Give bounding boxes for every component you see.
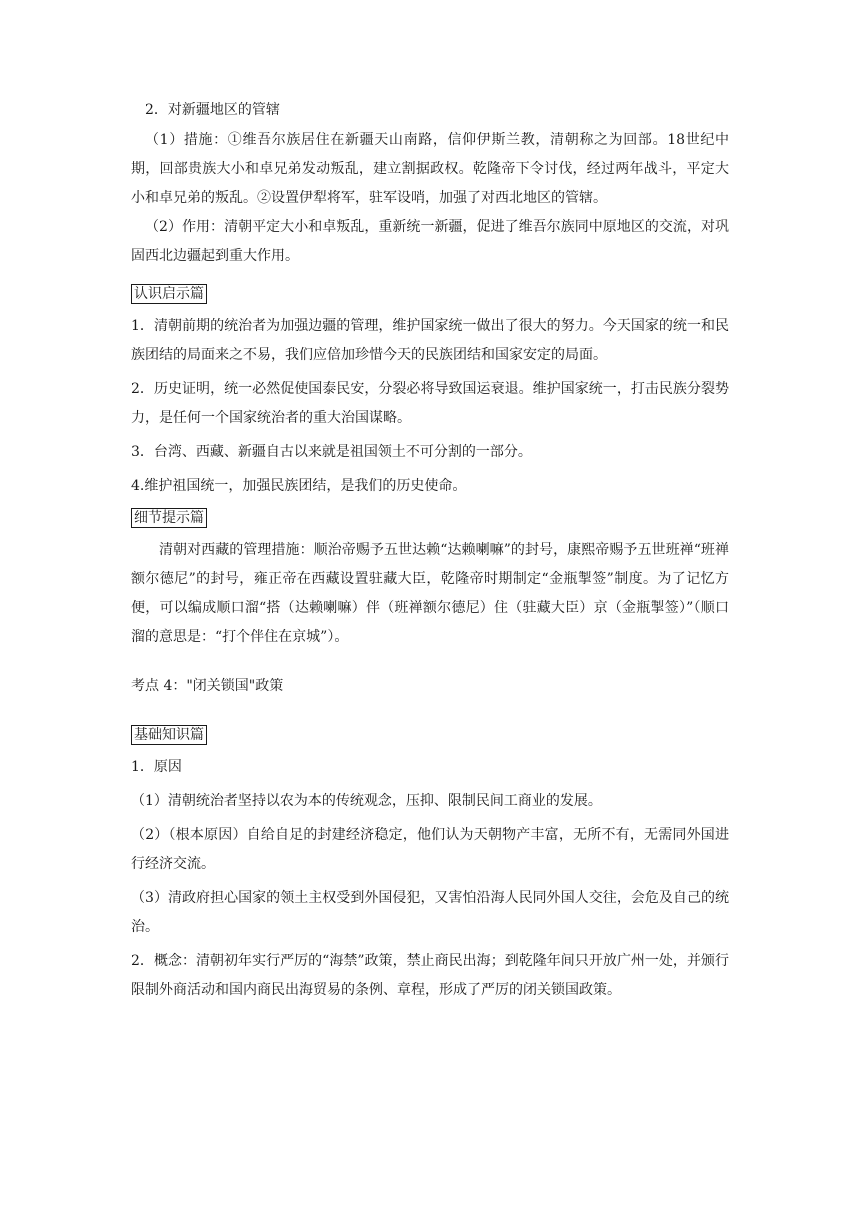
- cause-heading: 1．原因: [131, 759, 182, 775]
- cause-item-2: （2）（根本原因）自给自足的封建经济稳定，他们认为天朝物产丰富，无所不有，无需同外国进行经济交流。: [131, 827, 729, 872]
- document-page: [131, 0, 729, 1005]
- concept-text: 2．概念：清朝初年实行严厉的“海禁”政策，禁止商民出海；到乾隆年间只开放广州一处，并颁行限制外商活动和国内商民出海贸易的条例、章程，形成了严厉的闭关锁国政策。: [131, 953, 729, 998]
- insight-item-4: 4.维护祖国统一，加强民族团结，是我们的历史使命。: [131, 478, 467, 494]
- xinjiang-heading: 2．对新疆地区的管辖: [145, 102, 280, 118]
- basic-section-label: 基础知识篇: [131, 725, 207, 745]
- insight-item-2: 2．历史证明，统一必然促使国泰民安，分裂必将导致国运衰退。维护国家统一，打击民族分裂势力，是任何一个国家统治者的重大治国谋略。: [131, 381, 729, 426]
- cause-item-3: （3）清政府担心国家的领土主权受到外国侵犯，又害怕沿海人民同外国人交往，会危及自己的统治。: [131, 890, 729, 935]
- xinjiang-effect: （2）作用：清朝平定大小和卓叛乱，重新统一新疆，促进了维吾尔族同中原地区的交流，对巩固西北边疆起到重大作用。: [131, 219, 729, 264]
- xinjiang-measures: （1）措施：①维吾尔族居住在新疆天山南路，信仰伊斯兰教，清朝称之为回部。18世纪中期，回部贵族大小和卓兄弟发动叛乱，建立割据政权。乾隆帝下令讨伐，经过两年战斗，平定大小和卓兄弟的叛乱。②设置伊犁将军，驻军设哨，加强了对西北地区的管辖。: [131, 132, 729, 206]
- cause-item-1: （1）清朝统治者坚持以农为本的传统观念，压抑、限制民间工商业的发展。: [131, 793, 602, 809]
- insight-section-label: 认识启示篇: [131, 284, 207, 304]
- kaodian-title: 考点 4："闭关锁国"政策: [131, 678, 284, 694]
- insight-item-3: 3．台湾、西藏、新疆自古以来就是祖国领土不可分割的一部分。: [131, 444, 532, 460]
- detail-section-label: 细节提示篇: [131, 508, 207, 528]
- detail-text: 清朝对西藏的管理措施：顺治帝赐予五世达赖“达赖喇嘛”的封号，康熙帝赐予五世班禅“班禅额尔德尼”的封号，雍正帝在西藏设置驻藏大臣，乾隆帝时期制定“金瓶掣签”制度。为了记忆方便，可以编成顺口溜“搭（达赖喇嘛）伴（班禅额尔德尼）住（驻藏大臣）京（金瓶掣签）”（顺口溜的意思是：“打个伴住在京城”）。: [131, 542, 729, 645]
- insight-item-1: 1．清朝前期的统治者为加强边疆的管理，维护国家统一做出了很大的努力。今天国家的统一和民族团结的局面来之不易，我们应倍加珍惜今天的民族团结和国家安定的局面。: [131, 318, 729, 363]
